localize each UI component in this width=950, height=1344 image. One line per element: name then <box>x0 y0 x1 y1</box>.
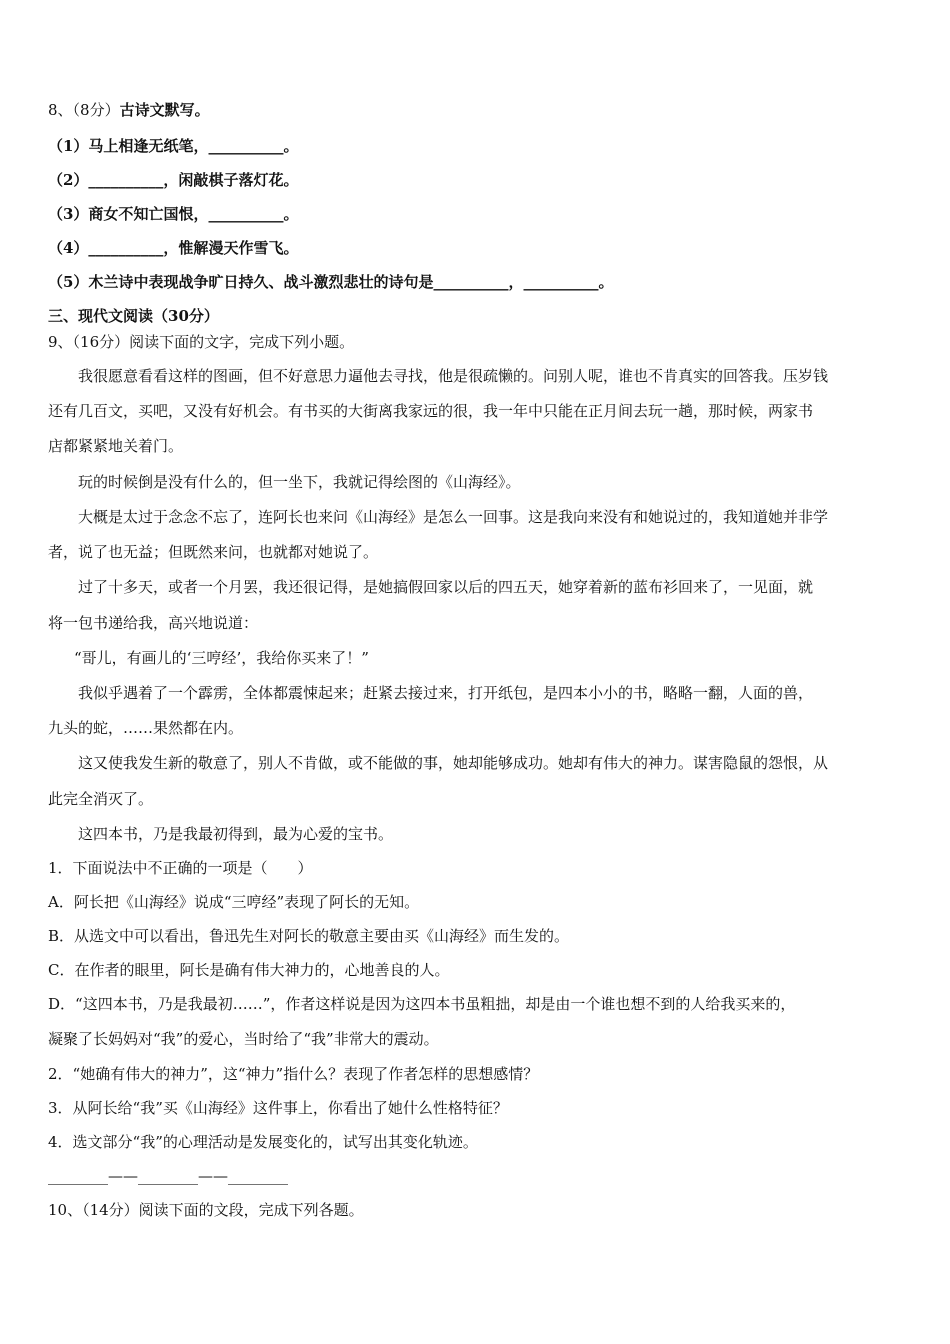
q8-item-5: （5）木兰诗中表现战争旷日持久、战斗激烈悲壮的诗句是__________，__________。 <box>48 273 614 291</box>
passage-line: 还有几百文，买吧，又没有好机会。有书买的大街离我家远的很，我一年中只能在正月间去玩一趟，那时候，两家书 <box>48 402 814 420</box>
q9-header: 9、（16分）阅读下面的文字，完成下列小题。 <box>48 333 355 351</box>
q8-number: 8、（8分） <box>48 101 120 119</box>
passage-line: 过了十多天，或者一个月罢，我还很记得，是她搞假回家以后的四五天，她穿着新的蓝布衫回来了，一见面，就 <box>78 578 814 596</box>
q8-item-3: （3）商女不知亡国恨，__________。 <box>48 205 299 223</box>
passage-line: “哥儿，有画儿的‘三哼经’，我给你买来了！” <box>74 649 369 667</box>
q8-item-4: （4）__________，惟解漫天作雪飞。 <box>48 239 299 257</box>
passage-line: 此完全消灭了。 <box>48 790 154 808</box>
passage-line: 我似乎遇着了一个霹雳，全体都震悚起来；赶紧去接过来，打开纸包，是四本小小的书，略略一翻，人面的兽， <box>78 684 814 702</box>
q8-header <box>48 100 908 120</box>
passage-line: 这又使我发生新的敬意了，别人不肯做，或不能做的事，她却能够成功。她却有伟大的神力。谋害隐鼠的怨恨，从 <box>78 754 829 772</box>
q8-title: 古诗文默写。 <box>119 101 210 119</box>
option-b: B．从选文中可以看出，鲁迅先生对阿长的敬意主要由买《山海经》而生发的。 <box>48 927 570 945</box>
passage-line: 玩的时候倒是没有什么的，但一坐下，我就记得绘图的《山海经》。 <box>78 473 521 491</box>
question-line: 3．从阿长给“我”买《山海经》这件事上，你看出了她什么性格特征？ <box>48 1099 508 1117</box>
answer-blank-line: ________——________——________ <box>48 1167 288 1185</box>
passage-line: 这四本书，乃是我最初得到，最为心爱的宝书。 <box>78 825 394 843</box>
option-a: A．阿长把《山海经》说成“三哼经”表现了阿长的无知。 <box>48 893 420 911</box>
question-line: 2．“她确有伟大的神力”，这“神力”指什么？表现了作者怎样的思想感情？ <box>48 1065 539 1083</box>
q8-item-1: （1）马上相逢无纸笔，__________。 <box>48 137 299 155</box>
option-d-continued: 凝聚了长妈妈对“我”的爱心，当时给了“我”非常大的震动。 <box>48 1030 439 1048</box>
passage-line: 我很愿意看看这样的图画，但不好意思力逼他去寻找，他是很疏懒的。问别人呢，谁也不肯真实的回答我。压岁钱 <box>78 367 829 385</box>
q8-item-2: （2）__________，闲敲棋子落灯花。 <box>48 171 299 189</box>
question-line: 1．下面说法中不正确的一项是（ ） <box>48 859 313 877</box>
passage-line: 店都紧紧地关着门。 <box>48 437 184 455</box>
passage-line: 将一包书递给我，高兴地说道： <box>48 614 259 632</box>
passage-line: 者，说了也无益；但既然来问，也就都对她说了。 <box>48 543 379 561</box>
passage-line: 九头的蛇，……果然都在内。 <box>48 719 244 737</box>
section-3-title: 三、现代文阅读（30分） <box>48 307 219 325</box>
option-d: D．“这四本书，乃是我最初……”，作者这样说是因为这四本书虽粗拙，却是由一个谁也想不到的人给我买来的， <box>48 995 796 1013</box>
question-line: 4．选文部分“我”的心理活动是发展变化的，试写出其变化轨迹。 <box>48 1133 478 1151</box>
option-c: C．在作者的眼里，阿长是确有伟大神力的，心地善良的人。 <box>48 961 450 979</box>
passage-line: 大概是太过于念念不忘了，连阿长也来问《山海经》是怎么一回事。这是我向来没有和她说过的，我知道她并非学 <box>78 508 829 526</box>
q10-header: 10、（14分）阅读下面的文段，完成下列各题。 <box>48 1201 364 1219</box>
